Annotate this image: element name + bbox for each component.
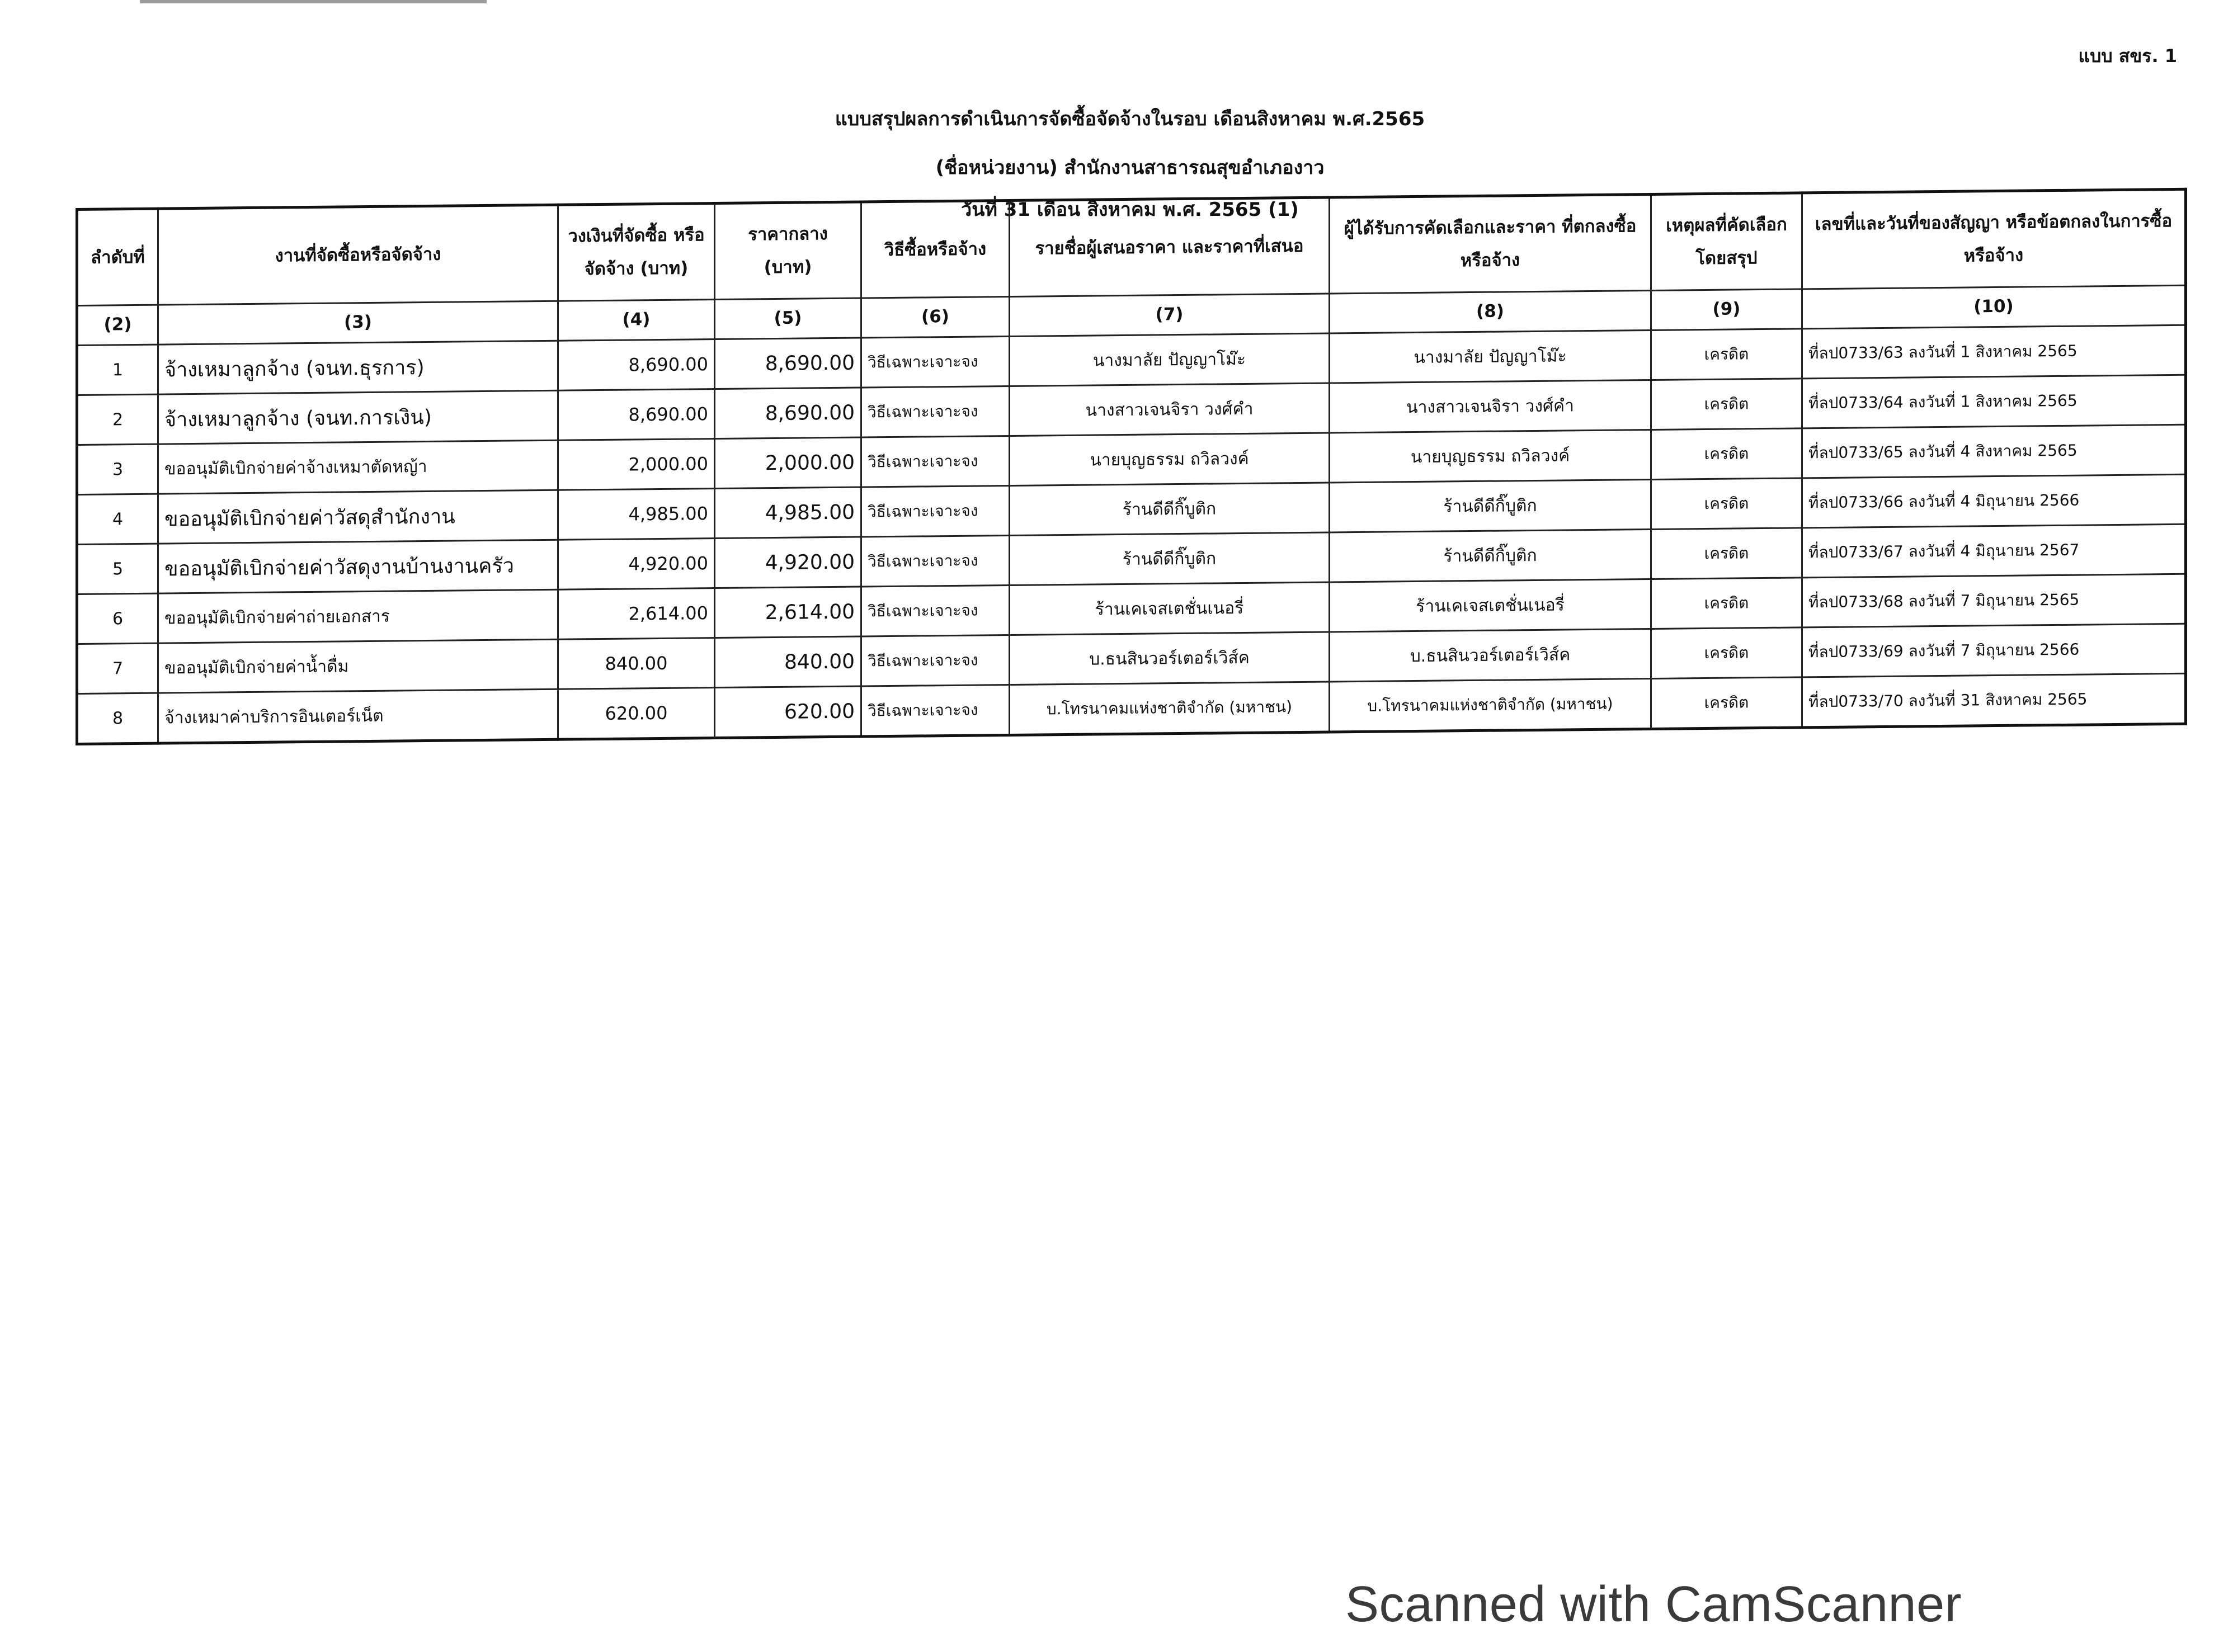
cell-selected: นายบุญธรรม ถวิลวงค์ (1330, 429, 1651, 483)
column-header-median-price: ราคากลาง (บาท) (715, 202, 861, 300)
cell-median-price: 4,985.00 (715, 487, 861, 539)
column-header-reason: เหตุผลที่คัดเลือก โดยสรุป (1651, 193, 1802, 291)
cell-selected: ร้านดีดีกิ๊บูติก (1330, 529, 1651, 582)
cell-budget: 4,985.00 (558, 489, 715, 540)
column-number: (5) (715, 298, 861, 339)
cell-median-price: 620.00 (715, 686, 861, 738)
cell-bidders: ร้านดีดีกิ๊บูติก (1010, 483, 1330, 535)
cell-budget: 840.00 (558, 638, 715, 690)
camscanner-watermark: Scanned with CamScanner (1345, 1577, 1962, 1632)
cell-reason: เครดิต (1651, 478, 1802, 530)
cell-selected: นางมาลัย ปัญญาโม๊ะ (1330, 330, 1651, 383)
cell-budget: 620.00 (558, 688, 715, 740)
cell-method: วิธีเฉพาะเจาะจง (861, 386, 1010, 437)
agency-name: (ชื่อหน่วยงาน) สำนักงานสาธารณสุขอำเภองาว (935, 157, 1325, 179)
column-header-bidders: รายชื่อผู้เสนอราคา และราคาที่เสนอ (1010, 197, 1330, 296)
cell-item: ขออนุมัติเบิกจ่ายค่าวัสดุสำนักงาน (158, 490, 558, 544)
cell-order: 3 (77, 444, 158, 494)
cell-reason: เครดิต (1651, 528, 1802, 579)
column-number: (8) (1330, 290, 1651, 333)
cell-budget: 4,920.00 (558, 539, 715, 590)
cell-bidders: นางมาลัย ปัญญาโม๊ะ (1010, 333, 1330, 386)
cell-median-price: 2,614.00 (715, 587, 861, 638)
cell-reason: เครดิต (1651, 677, 1802, 729)
cell-selected: ร้านดีดีกิ๊บูติก (1330, 479, 1651, 532)
cell-order: 6 (77, 593, 158, 644)
cell-method: วิธีเฉพาะเจาะจง (861, 635, 1010, 686)
cell-item: จ้างเหมาค่าบริการอินเตอร์เน็ต (158, 689, 558, 743)
cell-contract: ที่ลป0733/66 ลงวันที่ 4 มิถุนายน 2566 (1802, 474, 2186, 528)
cell-contract: ที่ลป0733/70 ลงวันที่ 31 สิงหาคม 2565 (1802, 673, 2186, 728)
cell-selected: ร้านเคเจสเตชั่นเนอรี่ (1330, 579, 1651, 632)
cell-selected: นางสาวเจนจิรา วงศ์คำ (1330, 380, 1651, 433)
document-date: วันที่ 31 เดือน สิงหาคม พ.ศ. 2565 (1) (961, 199, 1299, 221)
cell-budget: 2,000.00 (558, 439, 715, 490)
cell-reason: เครดิต (1651, 578, 1802, 629)
cell-median-price: 840.00 (715, 636, 861, 688)
column-header-method: วิธีซื้อหรือจ้าง (861, 200, 1010, 298)
cell-method: วิธีเฉพาะเจาะจง (861, 436, 1010, 487)
cell-bidders: บ.ธนสินวอร์เตอร์เวิส์ค (1010, 632, 1330, 685)
cell-contract: ที่ลป0733/69 ลงวันที่ 7 มิถุนายน 2566 (1802, 624, 2186, 677)
column-number: (10) (1802, 285, 2186, 329)
column-header-budget: วงเงินที่จัดซื้อ หรือจัดจ้าง (บาท) (558, 204, 715, 301)
column-header-contract: เลขที่และวันที่ของสัญญา หรือข้อตกลงในการซื้อหรือจ้าง (1802, 189, 2186, 289)
cell-median-price: 8,690.00 (715, 338, 861, 389)
cell-reason: เครดิต (1651, 428, 1802, 480)
column-number: (6) (861, 296, 1010, 338)
cell-item: จ้างเหมาลูกจ้าง (จนท.การเงิน) (158, 390, 558, 444)
cell-median-price: 2,000.00 (715, 437, 861, 489)
cell-median-price: 8,690.00 (715, 388, 861, 439)
column-number: (7) (1010, 294, 1330, 336)
cell-median-price: 4,920.00 (715, 537, 861, 588)
cell-reason: เครดิต (1651, 627, 1802, 679)
cell-order: 4 (77, 494, 158, 544)
cell-order: 8 (77, 693, 158, 744)
cell-selected: บ.โทรนาคมแห่งชาติจำกัด (มหาชน) (1330, 678, 1651, 732)
cell-method: วิธีเฉพาะเจาะจง (861, 685, 1010, 737)
column-number: (2) (77, 305, 158, 345)
form-code: แบบ สขร. 1 (2078, 45, 2177, 67)
cell-contract: ที่ลป0733/65 ลงวันที่ 4 สิงหาคม 2565 (1802, 424, 2186, 478)
column-header-selected: ผู้ได้รับการคัดเลือกและราคา ที่ตกลงซื้อหรือจ้าง (1330, 194, 1651, 294)
cell-method: วิธีเฉพาะเจาะจง (861, 535, 1010, 587)
cell-method: วิธีเฉพาะเจาะจง (861, 585, 1010, 636)
cell-contract: ที่ลป0733/64 ลงวันที่ 1 สิงหาคม 2565 (1802, 375, 2186, 428)
procurement-summary-table (76, 188, 2187, 745)
cell-method: วิธีเฉพาะเจาะจง (861, 336, 1010, 388)
cell-reason: เครดิต (1651, 329, 1802, 380)
cell-contract: ที่ลป0733/68 ลงวันที่ 7 มิถุนายน 2565 (1802, 574, 2186, 627)
cell-bidders: บ.โทรนาคมแห่งชาติจำกัด (มหาชน) (1010, 682, 1330, 735)
cell-order: 1 (77, 344, 158, 395)
cell-reason: เครดิต (1651, 379, 1802, 430)
column-number: (9) (1651, 289, 1802, 331)
column-header-order: ลำดับที่ (77, 209, 158, 305)
cell-selected: บ.ธนสินวอร์เตอร์เวิส์ค (1330, 629, 1651, 682)
cell-bidders: นายบุญธรรม ถวิลวงค์ (1010, 433, 1330, 485)
cell-order: 7 (77, 643, 158, 693)
cell-budget: 2,614.00 (558, 588, 715, 640)
cell-bidders: ร้านดีดีกิ๊บูติก (1010, 532, 1330, 585)
cell-item: ขออนุมัติเบิกจ่ายค่าถ่ายเอกสาร (158, 589, 558, 643)
top-edge-rule (140, 0, 487, 3)
cell-budget: 8,690.00 (558, 339, 715, 391)
column-number: (4) (558, 300, 715, 341)
cell-item: ขออนุมัติเบิกจ่ายค่าจ้างเหมาตัดหญ้า (158, 440, 558, 494)
column-header-item: งานที่จัดซื้อหรือจัดจ้าง (158, 205, 558, 305)
cell-order: 2 (77, 394, 158, 445)
cell-item: ขออนุมัติเบิกจ่ายค่าวัสดุงานบ้านงานครัว (158, 540, 558, 593)
document-title: แบบสรุปผลการดำเนินการจัดซื้อจัดจ้างในรอบ เดือนสิงหาคม พ.ศ.2565 (835, 108, 1425, 130)
cell-bidders: ร้านเคเจสเตชั่นเนอรี่ (1010, 582, 1330, 635)
procurement-table-container (76, 188, 2184, 745)
cell-order: 5 (77, 544, 158, 594)
cell-budget: 8,690.00 (558, 389, 715, 441)
column-number: (3) (158, 301, 558, 344)
cell-contract: ที่ลป0733/67 ลงวันที่ 4 มิถุนายน 2567 (1802, 524, 2186, 578)
cell-bidders: นางสาวเจนจิรา วงศ์คำ (1010, 383, 1330, 436)
cell-method: วิธีเฉพาะเจาะจง (861, 485, 1010, 537)
cell-item: ขออนุมัติเบิกจ่ายค่าน้ำดื่ม (158, 639, 558, 693)
cell-contract: ที่ลป0733/63 ลงวันที่ 1 สิงหาคม 2565 (1802, 325, 2186, 379)
cell-item: จ้างเหมาลูกจ้าง (จนท.ธุรการ) (158, 341, 558, 394)
